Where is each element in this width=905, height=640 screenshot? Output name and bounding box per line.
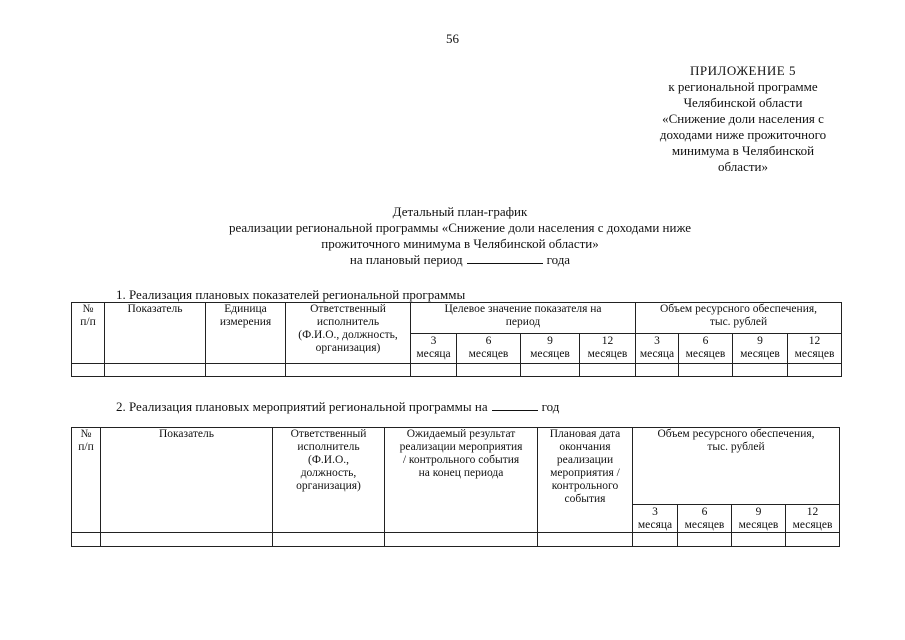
appendix-line: Челябинской области [683,95,803,110]
resource-period-9-header: 9 месяцев [733,334,788,364]
target-period-12-header: 12 месяцев [580,334,636,364]
resource-period-9-header: 9 месяцев [732,505,786,533]
year-blank-line [492,399,538,411]
table-cell [273,533,385,547]
col-resources-group-header: Объем ресурсного обеспечения, тыс. рублей [633,428,840,505]
table-cell [788,364,842,377]
period-blank-line [467,252,543,264]
col-expected-result-header: Ожидаемый результат реализации мероприятия / контрольного события на конец периода [385,428,538,533]
table-cell [385,533,538,547]
resource-period-3-header: 3 месяца [636,334,679,364]
plan-title-line: прожиточного минимума в Челябинской области» [321,236,599,251]
col-resources-group-header: Объем ресурсного обеспечения, тыс. рублей [636,303,842,334]
table-row [72,364,842,377]
resource-period-6-header: 6 месяцев [679,334,733,364]
table-cell [732,533,786,547]
resource-period-3-header: 3 месяца [633,505,678,533]
target-period-9-header: 9 месяцев [521,334,580,364]
table-cell [72,533,101,547]
appendix-line: минимума в Челябинской [671,143,815,158]
col-unit-header: Единица измерения [206,303,286,364]
plan-title-period-prefix: на плановый период [349,252,463,267]
table-cell [633,533,678,547]
resource-period-12-header: 12 месяцев [788,334,842,364]
table-cell [286,364,411,377]
table-row [72,533,840,547]
appendix-line: доходами ниже прожиточного [659,127,827,142]
plan-title-period-suffix: года [546,252,571,267]
indicators-table [71,302,842,377]
col-responsible-header: Ответственный исполнитель (Ф.И.О., должность, организация) [273,428,385,533]
table-cell [786,533,840,547]
appendix-line: к региональной программе [668,79,818,94]
col-end-date-header: Плановая дата окончания реализации мероприятия / контрольного события [538,428,633,533]
section2-title [116,399,559,415]
table-cell [206,364,286,377]
table-cell [580,364,636,377]
col-number-header: № п/п [72,303,105,364]
target-period-6-header: 6 месяцев [457,334,521,364]
section2-title-suffix: год [541,399,560,414]
resource-period-12-header: 12 месяцев [786,505,840,533]
plan-title-line: реализации региональной программы «Снижение доли населения с доходами ниже [228,220,692,235]
col-indicator-header: Показатель [101,428,273,533]
appendix-line: области» [718,159,768,174]
col-indicator-header: Показатель [105,303,206,364]
table-cell [679,364,733,377]
table-cell [678,533,732,547]
appendix-block [628,63,858,175]
page-number: 56 [446,31,459,46]
plan-title-period [130,252,790,268]
col-target-group-header: Целевое значение показателя на период [411,303,636,334]
table-cell [733,364,788,377]
table-cell [101,533,273,547]
section1-title: 1. Реализация плановых показателей региональной программы [116,287,466,302]
appendix-heading: ПРИЛОЖЕНИЕ 5 [690,63,796,78]
plan-title [130,204,790,268]
table-cell [521,364,580,377]
table-cell [457,364,521,377]
activities-table [71,427,840,547]
table-cell [636,364,679,377]
plan-title-line: Детальный план-график [392,204,528,219]
col-number-header: № п/п [72,428,101,533]
col-responsible-header: Ответственный исполнитель (Ф.И.О., должность, организация) [286,303,411,364]
resource-period-6-header: 6 месяцев [678,505,732,533]
table-cell [105,364,206,377]
appendix-line: «Снижение доли населения с [662,111,824,126]
table-cell [72,364,105,377]
table-cell [411,364,457,377]
section2-title-prefix: 2. Реализация плановых мероприятий региональной программы на [116,399,488,414]
table-cell [538,533,633,547]
target-period-3-header: 3 месяца [411,334,457,364]
